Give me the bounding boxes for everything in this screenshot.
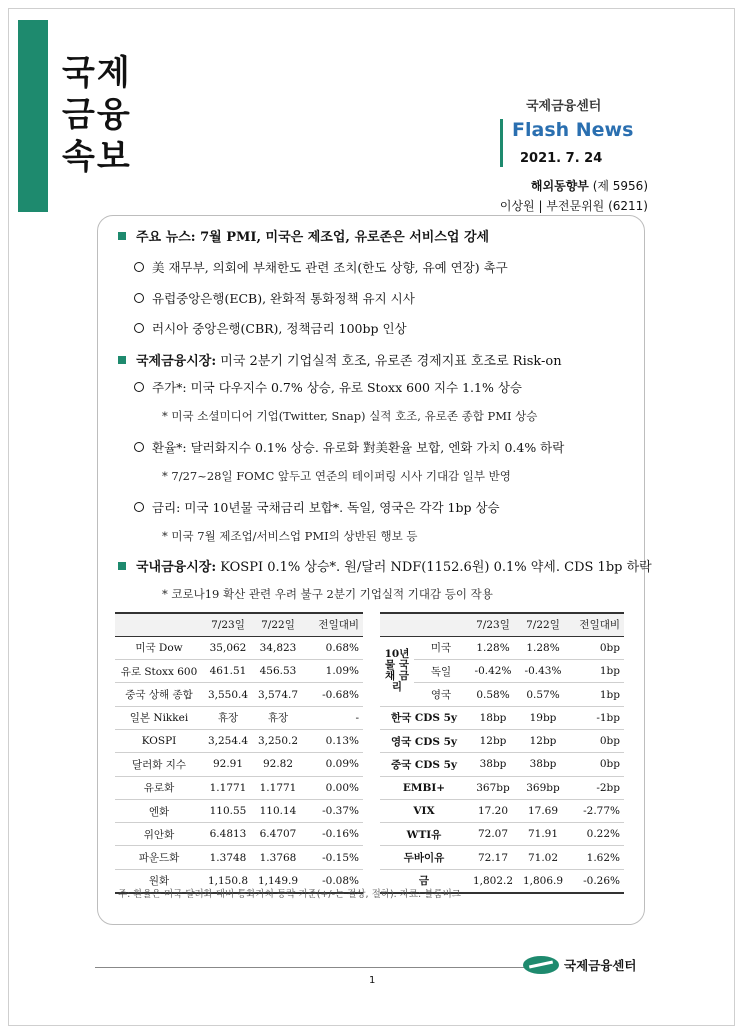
table-cell: 0.58% <box>468 683 518 706</box>
table-cell: 1.1771 <box>253 776 303 799</box>
row-label: 한국 CDS 5y <box>380 706 468 729</box>
table-cell: 71.02 <box>518 846 568 869</box>
table-row <box>115 729 363 752</box>
table-cell: 1.09% <box>303 660 363 683</box>
row-label: 미국 <box>414 636 468 659</box>
table-cell: 1,806.9 <box>518 869 568 892</box>
flash-news-label: Flash News <box>512 119 634 141</box>
row-label: KOSPI <box>115 729 203 752</box>
market-note: * 미국 7월 제조업/서비스업 PMI의 상반된 행보 등 <box>162 529 418 543</box>
footer-divider <box>95 967 525 968</box>
row-label: 두바이유 <box>380 846 468 869</box>
table-cell: 367bp <box>468 776 518 799</box>
table-cell: 0.22% <box>568 823 624 846</box>
table-cell: 369bp <box>518 776 568 799</box>
row-label: 유로 Stoxx 600 <box>115 660 203 683</box>
section-main-news: 주요 뉴스: 7월 PMI, 미국은 제조업, 유로존은 서비스업 강세 <box>118 226 489 245</box>
square-bullet-icon <box>118 562 126 570</box>
table-cell: 0bp <box>568 729 624 752</box>
table-row <box>115 846 363 869</box>
table-cell: 461.51 <box>203 660 253 683</box>
table-row <box>380 799 624 822</box>
circle-bullet-icon <box>134 323 144 333</box>
table-cell: 0.09% <box>303 753 363 776</box>
report-date: 2021. 7. 24 <box>520 151 603 166</box>
table-row <box>115 753 363 776</box>
row-label: EMBI+ <box>380 776 468 799</box>
table-cell: -0.26% <box>568 869 624 892</box>
table-cell: -2.77% <box>568 799 624 822</box>
document-title <box>62 52 132 178</box>
row-label: 파운드화 <box>115 846 203 869</box>
table-row <box>115 636 363 659</box>
news-item: 러시아 중앙은행(CBR), 정책금리 100bp 인상 <box>134 319 407 337</box>
table-cell: 17.20 <box>468 799 518 822</box>
table-row <box>115 706 363 729</box>
table-cell: - <box>303 706 363 729</box>
table-row <box>115 660 363 683</box>
table-cell: 3,250.2 <box>253 729 303 752</box>
table-cell: 12bp <box>518 729 568 752</box>
circle-bullet-icon <box>134 382 144 392</box>
table-cell: 72.07 <box>468 823 518 846</box>
circle-bullet-icon <box>134 293 144 303</box>
table-row <box>380 636 624 659</box>
table-footnote: 주: 환율은 미국 달러화 대비 통화가치 등락 기준(+/-는 절상, 절하). 자료: 블룸버그 <box>118 889 461 900</box>
table-cell: 1,802.2 <box>468 869 518 892</box>
table-row <box>380 683 624 706</box>
table-cell: 1.28% <box>518 636 568 659</box>
table-row <box>115 683 363 706</box>
table-cell: 1,149.9 <box>253 869 303 892</box>
table-row <box>115 799 363 822</box>
department-info <box>500 176 648 216</box>
table-cell: 6.4813 <box>203 823 253 846</box>
row-label: 달러화 지수 <box>115 753 203 776</box>
table-cell: -2bp <box>568 776 624 799</box>
row-label: 영국 CDS 5y <box>380 729 468 752</box>
group-label: 10년물 국채 금리 <box>380 636 414 706</box>
table-row <box>115 823 363 846</box>
table-cell: 휴장 <box>253 706 303 729</box>
table-cell: 6.4707 <box>253 823 303 846</box>
circle-bullet-icon <box>134 442 144 452</box>
authors: 이상원 | 부전문위원 (6211) <box>499 199 648 213</box>
news-item: 유럽중앙은행(ECB), 완화적 통화정책 유지 시사 <box>134 289 415 307</box>
table-cell: 92.82 <box>253 753 303 776</box>
table-cell: 0.68% <box>303 636 363 659</box>
table-header-row: 7/23일 7/22일 전일대비 <box>115 613 363 636</box>
table-header-row: 7/23일 7/22일 전일대비 <box>380 613 624 636</box>
footer-logo <box>523 956 636 974</box>
news-item: 美 재무부, 의회에 부채한도 관련 조치(한도 상향, 유예 연장) 촉구 <box>134 258 508 276</box>
table-cell: 1.3748 <box>203 846 253 869</box>
circle-bullet-icon <box>134 502 144 512</box>
table-cell: -0.42% <box>468 660 518 683</box>
table-cell: 0bp <box>568 753 624 776</box>
table-row <box>380 776 624 799</box>
header-divider <box>500 119 503 167</box>
table-row <box>115 776 363 799</box>
table-cell: 0.57% <box>518 683 568 706</box>
table-cell: -0.08% <box>303 869 363 892</box>
circle-bullet-icon <box>134 262 144 272</box>
table-cell: 0.00% <box>303 776 363 799</box>
market-item-fx: 환율*: 달러화지수 0.1% 상승. 유로화 對美환율 보합, 엔화 가치 0.4% 하락 <box>134 438 564 456</box>
table-cell: 1.3768 <box>253 846 303 869</box>
table-cell: 19bp <box>518 706 568 729</box>
table-cell: -1bp <box>568 706 624 729</box>
title-line-1: 국제 <box>62 53 132 93</box>
market-table-left <box>115 612 363 894</box>
row-label: 일본 Nikkei <box>115 706 203 729</box>
table-cell: 110.14 <box>253 799 303 822</box>
row-label: 중국 CDS 5y <box>380 753 468 776</box>
row-label: 영국 <box>414 683 468 706</box>
table-cell: 0.13% <box>303 729 363 752</box>
table-row <box>380 706 624 729</box>
table-cell: 17.69 <box>518 799 568 822</box>
table-cell: 1bp <box>568 683 624 706</box>
table-cell: 38bp <box>468 753 518 776</box>
market-item-stocks: 주가*: 미국 다우지수 0.7% 상승, 유로 Stoxx 600 지수 1.1% 상승 <box>134 378 522 396</box>
table-cell: 12bp <box>468 729 518 752</box>
table-row <box>380 729 624 752</box>
table-cell: 1bp <box>568 660 624 683</box>
center-name: 국제금융센터 <box>526 99 602 114</box>
table-cell: 1.28% <box>468 636 518 659</box>
market-note: * 7/27~28일 FOMC 앞두고 연준의 테이퍼링 시사 기대감 일부 반영 <box>162 469 511 483</box>
page-number: 1 <box>369 975 376 986</box>
table-cell: 0bp <box>568 636 624 659</box>
row-label: 유로화 <box>115 776 203 799</box>
footer-logo-text: 국제금융센터 <box>564 958 637 973</box>
table-cell: 71.91 <box>518 823 568 846</box>
table-row <box>380 823 624 846</box>
row-label: 원화 <box>115 869 203 892</box>
department-ext: (제 5956) <box>592 179 648 193</box>
row-label: 독일 <box>414 660 468 683</box>
kcif-logo-icon <box>523 956 559 974</box>
table-cell: 3,254.4 <box>203 729 253 752</box>
row-label: 중국 상해 종합 <box>115 683 203 706</box>
table-cell: 34,823 <box>253 636 303 659</box>
section-global-markets: 국제금융시장: 미국 2분기 기업실적 호조, 유로존 경제지표 호조로 Risk-on <box>118 350 562 369</box>
section-domestic-markets: 국내금융시장: KOSPI 0.1% 상승*. 원/달러 NDF(1152.6원) 0.1% 약세. CDS 1bp 하락 <box>118 556 652 575</box>
domestic-note: * 코로나19 확산 관련 우려 불구 2분기 기업실적 기대감 등이 작용 <box>162 587 493 601</box>
table-cell: 110.55 <box>203 799 253 822</box>
table-cell: 1.62% <box>568 846 624 869</box>
table-cell: 3,550.4 <box>203 683 253 706</box>
table-cell: -0.15% <box>303 846 363 869</box>
table-cell: 92.91 <box>203 753 253 776</box>
table-row <box>380 846 624 869</box>
table-cell: 38bp <box>518 753 568 776</box>
table-cell: 456.53 <box>253 660 303 683</box>
table-cell: 72.17 <box>468 846 518 869</box>
table-cell: 18bp <box>468 706 518 729</box>
square-bullet-icon <box>118 232 126 240</box>
row-label: 엔화 <box>115 799 203 822</box>
square-bullet-icon <box>118 356 126 364</box>
title-line-3: 속보 <box>62 137 132 177</box>
table-cell: 1,150.8 <box>203 869 253 892</box>
table-cell: 휴장 <box>203 706 253 729</box>
department-name: 해외동향부 <box>530 179 589 193</box>
table-cell: 35,062 <box>203 636 253 659</box>
row-label: 금 <box>380 869 468 892</box>
table-row <box>380 660 624 683</box>
table-cell: -0.43% <box>518 660 568 683</box>
table-cell: 1.1771 <box>203 776 253 799</box>
table-cell: -0.68% <box>303 683 363 706</box>
row-label: VIX <box>380 799 468 822</box>
table-row <box>380 753 624 776</box>
accent-bar <box>18 20 48 212</box>
table-cell: -0.16% <box>303 823 363 846</box>
table-cell: -0.37% <box>303 799 363 822</box>
row-label: 미국 Dow <box>115 636 203 659</box>
table-cell: 3,574.7 <box>253 683 303 706</box>
market-table-right <box>380 612 624 894</box>
market-note: * 미국 소셜미디어 기업(Twitter, Snap) 실적 호조, 유로존 종합 PMI 상승 <box>162 409 538 423</box>
title-line-2: 금융 <box>62 95 132 135</box>
market-item-rates: 금리: 미국 10년물 국채금리 보합*. 독일, 영국은 각각 1bp 상승 <box>134 498 500 516</box>
row-label: WTI유 <box>380 823 468 846</box>
row-label: 위안화 <box>115 823 203 846</box>
